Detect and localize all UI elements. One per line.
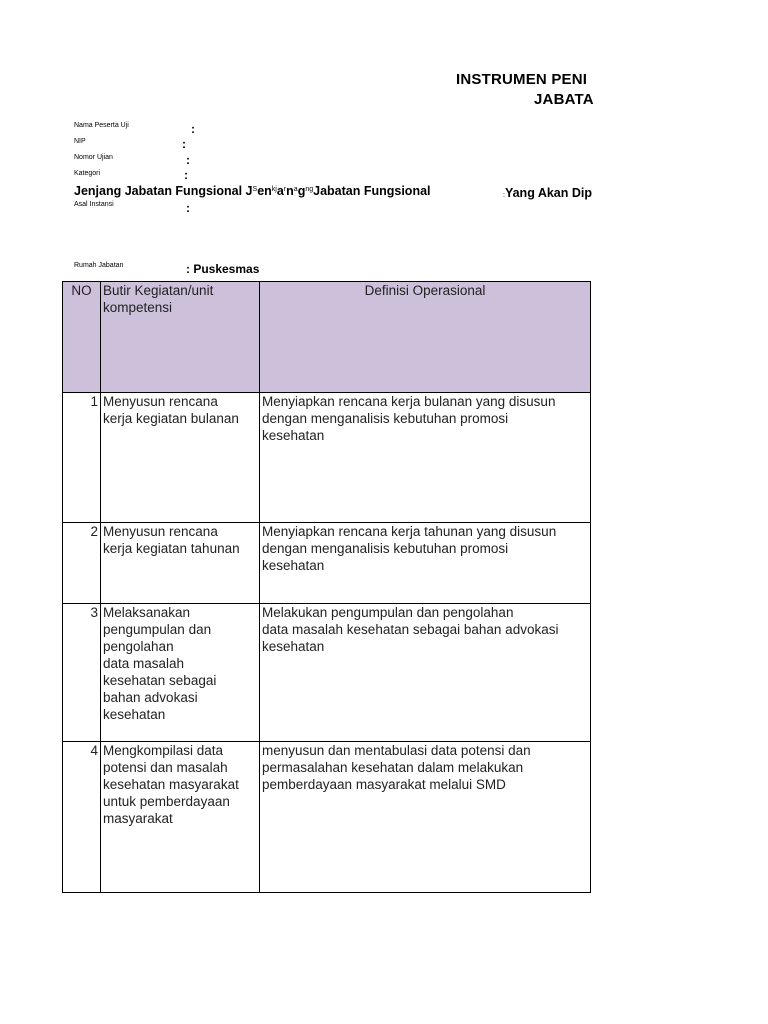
- row-number: 4: [63, 742, 101, 893]
- table-row: [63, 604, 591, 742]
- definisi-operasional-cell: menyusun dan mentabulasi data potensi dan permasalahan kesehatan dalam melakukan pemberdayaan masyarakat melalui SMD: [260, 742, 591, 893]
- kategori-colon: :: [184, 168, 188, 182]
- butir-kegiatan-cell: Melaksanakan pengumpulan dan pengolahan data masalah kesehatan sebagai bahan advokasi kesehatan: [101, 604, 260, 742]
- table-row: [63, 742, 591, 893]
- row-number: 3: [63, 604, 101, 742]
- row-number: 1: [63, 393, 101, 523]
- nip-colon: :: [182, 137, 186, 151]
- rumah-jabatan-value: : Puskesmas: [186, 262, 260, 276]
- jenjang-jabatan-line: Jenjang Jabatan Fungsional $J^Sen^{kj}a^rn^ag^{ng}Jabatan$ Fungsional: [74, 184, 431, 198]
- jenjang-right-field: :Yang Akan Dip: [503, 186, 593, 200]
- nip-label: NIP: [74, 138, 86, 145]
- butir-kegiatan-cell: Menyusun rencana kerja kegiatan tahunan: [101, 523, 260, 604]
- competency-table: [62, 281, 591, 893]
- asal-instansi-colon: :: [186, 201, 190, 215]
- definisi-operasional-cell: Menyiapkan rencana kerja bulanan yang disusun dengan menganalisis kebutuhan promosi kesehatan: [260, 393, 591, 523]
- document-title-line1: INSTRUMEN PENI: [456, 71, 588, 88]
- nama-peserta-colon: :: [191, 122, 195, 136]
- rumah-jabatan-label: Rumah Jabatan: [74, 262, 124, 269]
- document-title-line2: JABATA: [534, 91, 594, 108]
- nomor-ujian-colon: :: [186, 153, 190, 167]
- definisi-operasional-cell: Menyiapkan rencana kerja tahunan yang disusun dengan menganalisis kebutuhan promosi kesehatan: [260, 523, 591, 604]
- butir-kegiatan-cell: Mengkompilasi data potensi dan masalah kesehatan masyarakat untuk pemberdayaan masyarakat: [101, 742, 260, 893]
- header-butir-kegiatan: Butir Kegiatan/unit kompetensi: [101, 282, 260, 393]
- table-row: [63, 393, 591, 523]
- header-no: NO: [63, 282, 101, 393]
- definisi-operasional-cell: Melakukan pengumpulan dan pengolahan data masalah kesehatan sebagai bahan advokasi kesehatan: [260, 604, 591, 742]
- header-definisi-operasional: Definisi Operasional: [260, 282, 591, 393]
- kategori-label: Kategori: [74, 170, 101, 177]
- table-row: [63, 523, 591, 604]
- butir-kegiatan-cell: Menyusun rencana kerja kegiatan bulanan: [101, 393, 260, 523]
- table-header-row: [63, 282, 591, 393]
- nomor-ujian-label: Nomor Ujian: [74, 154, 113, 161]
- nama-peserta-label: Nama Peserta Uji: [74, 122, 129, 129]
- asal-instansi-label: Asal Instansi: [74, 201, 114, 208]
- row-number: 2: [63, 523, 101, 604]
